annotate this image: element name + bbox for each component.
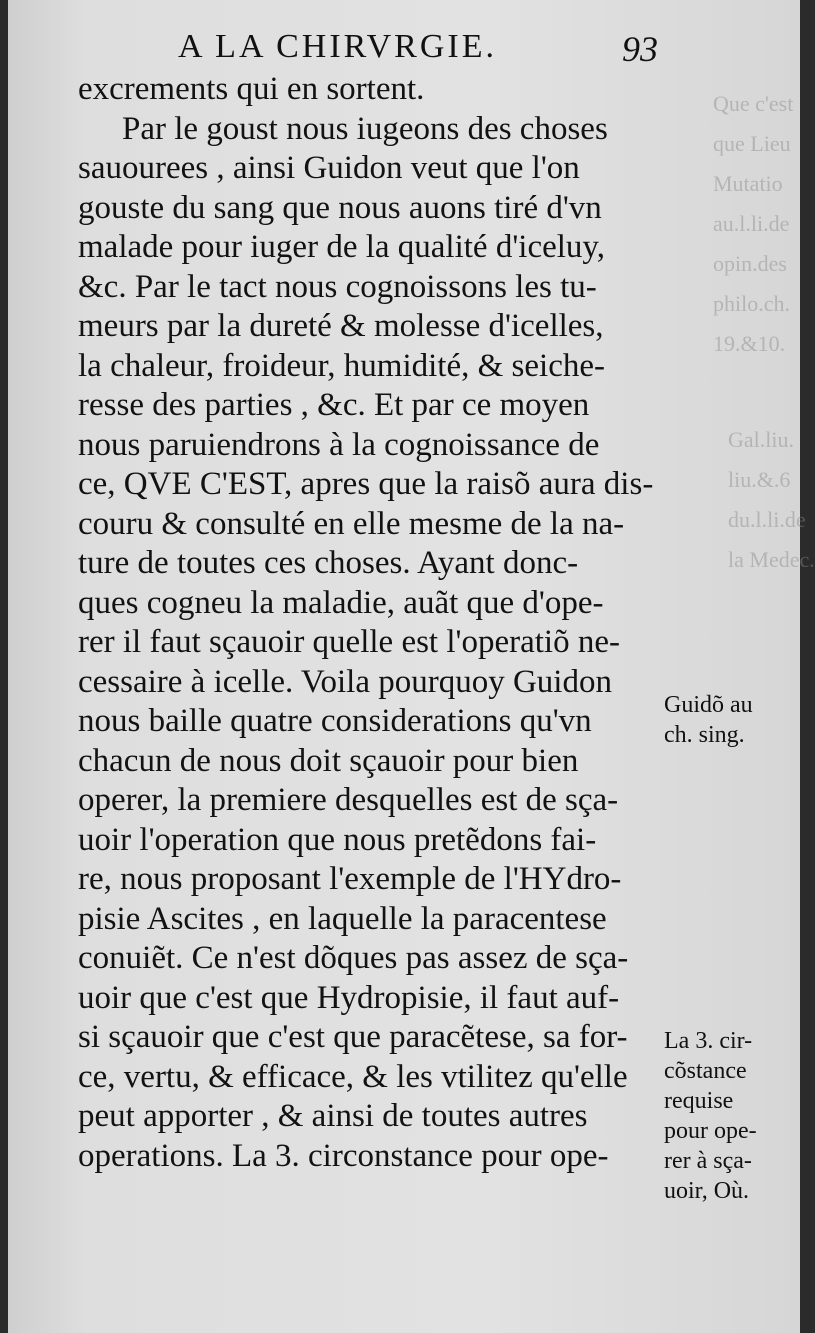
main-text-block — [78, 70, 668, 1176]
margin-note-line: ch. sing. — [664, 722, 745, 748]
text-line: malade pour iuger de la qualité d'iceluy, — [78, 229, 606, 265]
running-title: A LA CHIRVRGIE. — [178, 28, 498, 65]
show-through-right: Que c'est que Lieu Mutatio au.l.li.de opin.des philo.ch. 19.&10. — [713, 91, 794, 356]
margin-note-line: Guidõ au — [664, 692, 753, 718]
text-line: la chaleur, froideur, humidité, & seiche- — [78, 347, 605, 384]
margin-note-line: La 3. cir- — [664, 1028, 753, 1054]
text-line: sauourees , ainsi Guidon veut que l'on — [78, 150, 580, 186]
margin-note-line: uoir, Où. — [664, 1178, 750, 1204]
text-line: gouste du sang que nous auons tiré d'vn — [78, 189, 602, 226]
text-line: meurs par la dureté & molesse d'icelles, — [78, 308, 604, 344]
margin-note-line: requise — [664, 1088, 734, 1114]
margin-note-line: pour ope- — [664, 1118, 757, 1144]
margin-note-circonstance — [664, 1026, 757, 1206]
text-line: &c. Par le tact nous cognoissons les tu- — [78, 268, 597, 305]
book-page — [8, 0, 815, 1333]
text-line: operations. La 3. circonstance pour ope- — [78, 1137, 609, 1174]
show-through-right-lower: Gal.liu. liu.&.6 du.l.li.de la Medec. — [728, 427, 815, 572]
text-line: uoir que c'est que Hydropisie, il faut auf- — [78, 979, 620, 1016]
text-line: cessaire à icelle. Voila pourquoy Guidon — [78, 663, 612, 700]
text-line: nous paruiendrons à la cognoissance de — [78, 426, 600, 463]
text-line: excrements qui en sortent. — [78, 71, 425, 107]
text-line: chacun de nous doit sçauoir pour bien — [78, 742, 579, 779]
text-line: resse des parties , &c. Et par ce moyen — [78, 387, 590, 423]
text-line: ce, vertu, & efficace, & les vtilitez qu'elle — [78, 1058, 628, 1095]
text-line: nous baille quatre considerations qu'vn — [78, 703, 592, 739]
text-line: Par le goust nous iugeons des choses — [122, 110, 608, 147]
text-line: peut apporter , & ainsi de toutes autres — [78, 1098, 588, 1134]
text-line: ques cogneu la maladie, auãt que d'ope- — [78, 584, 604, 621]
text-line: pisie Ascites , en laquelle la paracentese — [78, 900, 607, 937]
text-line: uoir l'operation que nous pretẽdons fai- — [78, 821, 597, 858]
margin-note-guidon — [664, 690, 753, 750]
text-line: re, nous proposant l'exemple de l'HYdro- — [78, 861, 622, 897]
page-header — [178, 28, 658, 72]
text-line: si sçauoir que c'est que paracẽtese, sa for- — [78, 1019, 628, 1055]
text-line: couru & consulté en elle mesme de la na- — [78, 505, 625, 542]
text-line: conuiẽt. Ce n'est dõques pas assez de sça- — [78, 940, 629, 976]
margin-note-line: cõstance — [664, 1058, 747, 1084]
text-line: ce, QVE C'EST, apres que la raisõ aura dis- — [78, 466, 654, 502]
margin-note-line: rer à sça- — [664, 1148, 752, 1174]
text-line: rer il faut sçauoir quelle est l'operatiõ ne- — [78, 624, 620, 660]
text-line: operer, la premiere desquelles est de sça- — [78, 782, 619, 818]
page-number: 93 — [622, 29, 658, 69]
text-line: ture de toutes ces choses. Ayant donc- — [78, 545, 579, 581]
